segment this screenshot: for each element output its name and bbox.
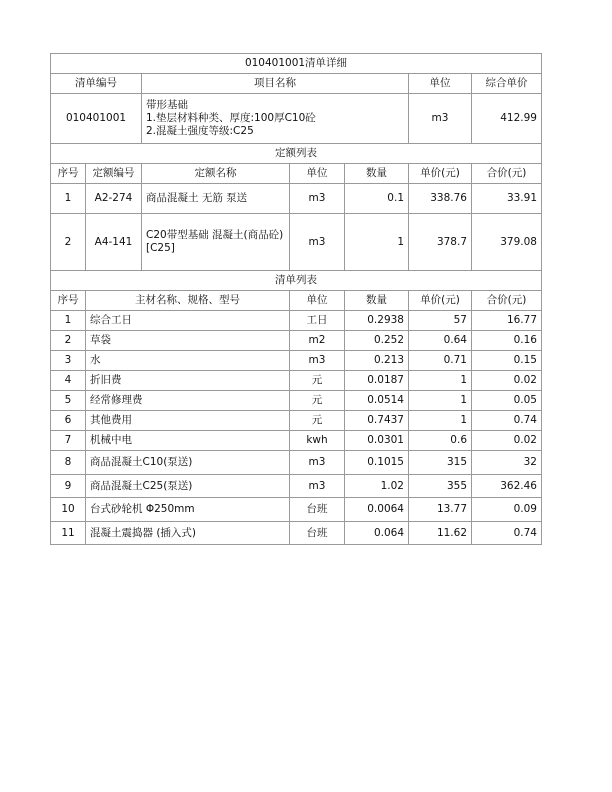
material-name: 其他费用 xyxy=(86,411,290,431)
quota-seq: 2 xyxy=(51,214,86,271)
quota-name: C20带型基础 混凝土(商品砼)[C25] xyxy=(142,214,290,271)
table-row xyxy=(51,351,542,371)
quota-code: A2-274 xyxy=(86,184,142,214)
material-unit: kwh xyxy=(290,431,345,451)
bill-price: 412.99 xyxy=(472,94,542,144)
material-unit: 元 xyxy=(290,391,345,411)
quota-qty: 1 xyxy=(345,214,409,271)
material-name: 商品混凝土C25(泵送) xyxy=(86,475,290,498)
material-unit-price: 0.71 xyxy=(409,351,472,371)
material-total: 0.74 xyxy=(472,411,542,431)
material-name: 商品混凝土C10(泵送) xyxy=(86,451,290,475)
materials-title: 清单列表 xyxy=(51,271,542,291)
bill-header-code: 清单编号 xyxy=(51,74,142,94)
bill-name-line: 1.垫层材料种类、厚度:100厚C10砼 xyxy=(146,112,316,124)
material-seq: 8 xyxy=(51,451,86,475)
quota-code: A4-141 xyxy=(86,214,142,271)
materials-body xyxy=(51,311,542,545)
table-row xyxy=(51,451,542,475)
quota-header-seq: 序号 xyxy=(51,164,86,184)
material-seq: 3 xyxy=(51,351,86,371)
bill-unit: m3 xyxy=(409,94,472,144)
material-seq: 1 xyxy=(51,311,86,331)
material-name: 折旧费 xyxy=(86,371,290,391)
quota-header-name: 定额名称 xyxy=(142,164,290,184)
table-row xyxy=(51,371,542,391)
material-total: 0.09 xyxy=(472,498,542,522)
material-total: 0.15 xyxy=(472,351,542,371)
material-unit-price: 11.62 xyxy=(409,522,472,545)
material-total: 0.02 xyxy=(472,371,542,391)
material-unit: 元 xyxy=(290,411,345,431)
materials-header-total: 合价(元) xyxy=(472,291,542,311)
table-row xyxy=(51,498,542,522)
material-qty: 0.7437 xyxy=(345,411,409,431)
material-unit: m3 xyxy=(290,351,345,371)
material-total: 0.05 xyxy=(472,391,542,411)
material-qty: 0.064 xyxy=(345,522,409,545)
bill-header-price: 综合单价 xyxy=(472,74,542,94)
quota-title: 定额列表 xyxy=(51,144,542,164)
table-row xyxy=(51,475,542,498)
table-row xyxy=(51,391,542,411)
table-row xyxy=(51,431,542,451)
material-unit-price: 1 xyxy=(409,411,472,431)
material-seq: 2 xyxy=(51,331,86,351)
material-unit: m3 xyxy=(290,451,345,475)
material-total: 16.77 xyxy=(472,311,542,331)
material-seq: 5 xyxy=(51,391,86,411)
quota-qty: 0.1 xyxy=(345,184,409,214)
material-unit-price: 355 xyxy=(409,475,472,498)
material-qty: 0.1015 xyxy=(345,451,409,475)
table-row xyxy=(51,331,542,351)
material-unit: m2 xyxy=(290,331,345,351)
bill-header-name: 项目名称 xyxy=(142,74,409,94)
quota-header-qty: 数量 xyxy=(345,164,409,184)
table-row xyxy=(51,184,542,214)
material-total: 0.16 xyxy=(472,331,542,351)
material-unit-price: 1 xyxy=(409,391,472,411)
material-name: 台式砂轮机 Φ250mm xyxy=(86,498,290,522)
material-qty: 0.213 xyxy=(345,351,409,371)
quota-seq: 1 xyxy=(51,184,86,214)
bill-detail-table xyxy=(50,53,542,545)
quota-header-unit: 单位 xyxy=(290,164,345,184)
bill-header-unit: 单位 xyxy=(409,74,472,94)
material-name: 机械中电 xyxy=(86,431,290,451)
materials-header-name: 主材名称、规格、型号 xyxy=(86,291,290,311)
material-unit: 工日 xyxy=(290,311,345,331)
quota-unit-price: 338.76 xyxy=(409,184,472,214)
material-name: 综合工日 xyxy=(86,311,290,331)
materials-header-unit-price: 单价(元) xyxy=(409,291,472,311)
material-unit-price: 315 xyxy=(409,451,472,475)
table-row xyxy=(51,411,542,431)
material-qty: 0.0064 xyxy=(345,498,409,522)
material-unit-price: 0.64 xyxy=(409,331,472,351)
bill-detail-sheet xyxy=(50,53,541,545)
material-seq: 11 xyxy=(51,522,86,545)
material-name: 经常修理费 xyxy=(86,391,290,411)
bill-code: 010401001 xyxy=(51,94,142,144)
quota-header-unit-price: 单价(元) xyxy=(409,164,472,184)
material-seq: 4 xyxy=(51,371,86,391)
quota-header-total: 合价(元) xyxy=(472,164,542,184)
material-unit-price: 0.6 xyxy=(409,431,472,451)
material-total: 362.46 xyxy=(472,475,542,498)
material-seq: 6 xyxy=(51,411,86,431)
material-seq: 10 xyxy=(51,498,86,522)
material-qty: 1.02 xyxy=(345,475,409,498)
bill-name-line: 带形基础 xyxy=(146,99,188,111)
material-seq: 9 xyxy=(51,475,86,498)
material-unit: 台班 xyxy=(290,522,345,545)
quota-unit: m3 xyxy=(290,184,345,214)
material-qty: 0.0514 xyxy=(345,391,409,411)
material-seq: 7 xyxy=(51,431,86,451)
material-qty: 0.0301 xyxy=(345,431,409,451)
table-row xyxy=(51,522,542,545)
quota-unit-price: 378.7 xyxy=(409,214,472,271)
quota-name: 商品混凝土 无筋 泵送 xyxy=(142,184,290,214)
material-qty: 0.2938 xyxy=(345,311,409,331)
quota-header-code: 定额编号 xyxy=(86,164,142,184)
table-row xyxy=(51,214,542,271)
material-qty: 0.0187 xyxy=(345,371,409,391)
materials-header-qty: 数量 xyxy=(345,291,409,311)
bill-name-line: 2.混凝土强度等级:C25 xyxy=(146,125,254,137)
material-unit-price: 1 xyxy=(409,371,472,391)
quota-total: 379.08 xyxy=(472,214,542,271)
table-row xyxy=(51,311,542,331)
quota-unit: m3 xyxy=(290,214,345,271)
material-unit: 元 xyxy=(290,371,345,391)
material-name: 水 xyxy=(86,351,290,371)
material-total: 32 xyxy=(472,451,542,475)
quota-total: 33.91 xyxy=(472,184,542,214)
material-total: 0.02 xyxy=(472,431,542,451)
materials-header-unit: 单位 xyxy=(290,291,345,311)
material-unit: 台班 xyxy=(290,498,345,522)
bill-name xyxy=(142,94,409,144)
material-name: 混凝土震捣器 (插入式) xyxy=(86,522,290,545)
material-qty: 0.252 xyxy=(345,331,409,351)
bill-title: 010401001清单详细 xyxy=(51,54,542,74)
material-name: 草袋 xyxy=(86,331,290,351)
material-total: 0.74 xyxy=(472,522,542,545)
material-unit-price: 57 xyxy=(409,311,472,331)
material-unit: m3 xyxy=(290,475,345,498)
material-unit-price: 13.77 xyxy=(409,498,472,522)
materials-header-seq: 序号 xyxy=(51,291,86,311)
